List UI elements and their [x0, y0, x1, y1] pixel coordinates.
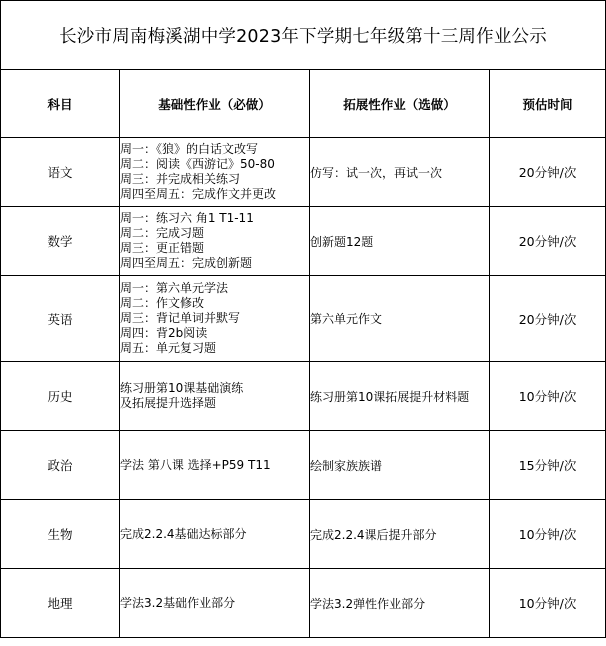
table-row: [1, 276, 606, 362]
time-cell: 20分钟/次: [490, 276, 606, 362]
subject-cell: 生物: [1, 500, 120, 569]
table-row: [1, 431, 606, 500]
time-cell: 20分钟/次: [490, 207, 606, 276]
time-cell: 10分钟/次: [490, 569, 606, 638]
homework-line: 周二：完成习题: [120, 226, 205, 240]
homework-line: 周三：并完成相关练习: [120, 172, 241, 186]
extended-homework-cell: 绘制家族族谱: [310, 431, 490, 500]
homework-line: 周三：背记单词并默写: [120, 311, 241, 325]
homework-line: 周四至周五：完成创新题: [120, 256, 253, 270]
page-title: 长沙市周南梅溪湖中学2023年下学期七年级第十三周作业公示: [1, 1, 606, 70]
homework-line: 及拓展提升选择题: [120, 396, 217, 410]
extended-homework-cell: 创新题12题: [310, 207, 490, 276]
time-cell: 15分钟/次: [490, 431, 606, 500]
table-row: [1, 207, 606, 276]
homework-line: 周四：背2b阅读: [120, 326, 208, 340]
homework-line: 周五：单元复习题: [120, 341, 217, 355]
subject-cell: 英语: [1, 276, 120, 362]
extended-homework-cell: 完成2.2.4课后提升部分: [310, 500, 490, 569]
homework-line: 周一：练习六 角1 T1-11: [120, 211, 254, 225]
extended-homework-cell: 学法3.2弹性作业部分: [310, 569, 490, 638]
extended-homework-cell: 仿写：试一次，再试一次: [310, 138, 490, 207]
header-extended-homework: 拓展性作业（选做）: [310, 70, 490, 138]
time-cell: 20分钟/次: [490, 138, 606, 207]
basic-homework-cell: [120, 362, 310, 431]
homework-line: 完成2.2.4基础达标部分: [120, 526, 247, 541]
header-row: [1, 70, 606, 138]
extended-homework-cell: 练习册第10课拓展提升材料题: [310, 362, 490, 431]
table-row: [1, 138, 606, 207]
subject-cell: 语文: [1, 138, 120, 207]
homework-line: 周一：《狼》的白话文改写: [120, 142, 259, 156]
subject-cell: 政治: [1, 431, 120, 500]
header-subject: 科目: [1, 70, 120, 138]
subject-cell: 数学: [1, 207, 120, 276]
basic-homework-cell: [120, 207, 310, 276]
basic-homework-cell: [120, 138, 310, 207]
homework-line: 学法3.2基础作业部分: [120, 595, 236, 610]
basic-homework-cell: [120, 276, 310, 362]
time-cell: 10分钟/次: [490, 500, 606, 569]
homework-line: 学法 第八课 选择+P59 T11: [120, 457, 271, 472]
basic-homework-cell: [120, 500, 310, 569]
homework-line: 周二：作文修改: [120, 296, 205, 310]
extended-homework-cell: 第六单元作文: [310, 276, 490, 362]
homework-line: 周三：更正错题: [120, 241, 205, 255]
homework-line: 周四至周五：完成作文并更改: [120, 187, 277, 201]
header-basic-homework: 基础性作业（必做）: [120, 70, 310, 138]
header-estimated-time: 预估时间: [490, 70, 606, 138]
table-row: [1, 569, 606, 638]
subject-cell: 历史: [1, 362, 120, 431]
time-cell: 10分钟/次: [490, 362, 606, 431]
homework-line: 周一：第六单元学法: [120, 281, 229, 295]
table-row: [1, 362, 606, 431]
homework-line: 周二：阅读《西游记》50-80: [120, 157, 275, 171]
table-row: [1, 500, 606, 569]
subject-cell: 地理: [1, 569, 120, 638]
basic-homework-cell: [120, 431, 310, 500]
basic-homework-cell: [120, 569, 310, 638]
homework-line: 练习册第10课基础演练: [120, 381, 244, 395]
